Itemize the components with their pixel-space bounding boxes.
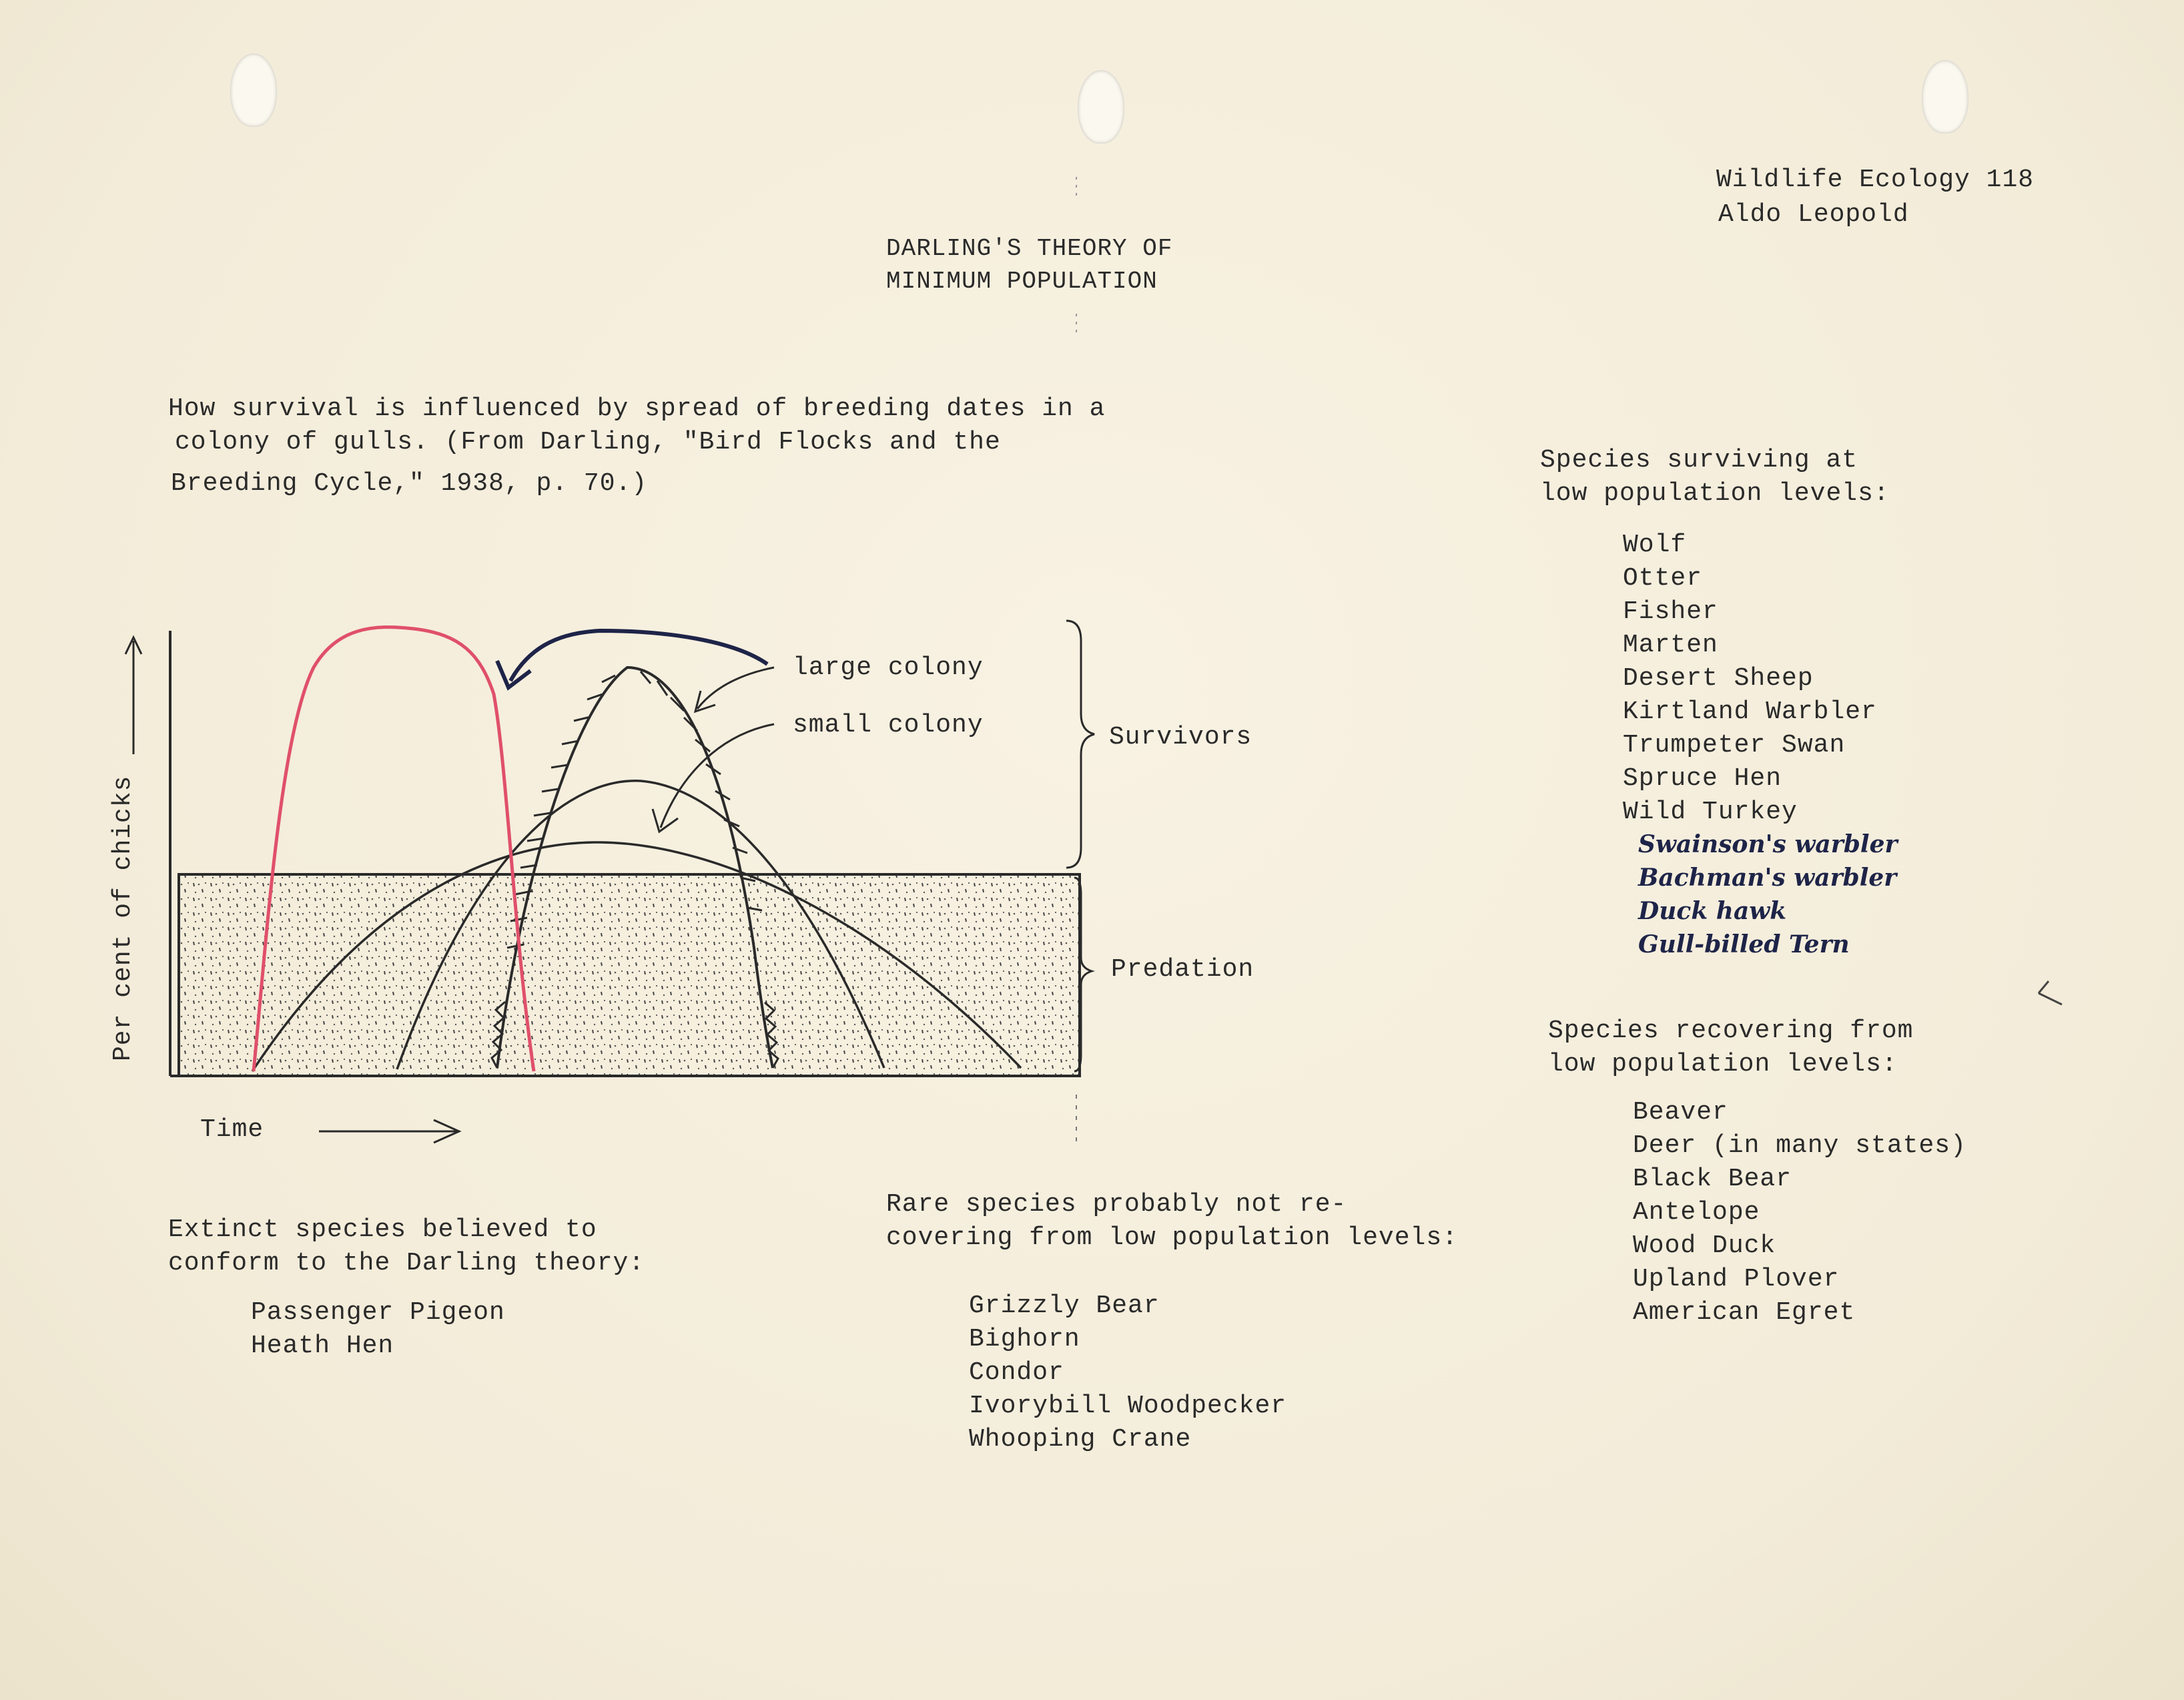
intro-line-3: Breeding Cycle," 1938, p. 70.) (171, 469, 648, 498)
list-item: Condor (969, 1358, 1064, 1387)
large-colony-pointer (697, 667, 774, 709)
list-item: Fisher (1623, 597, 1718, 626)
list-item: Grizzly Bear (969, 1292, 1160, 1320)
recovering-heading-1: Species recovering from (1548, 1017, 1914, 1045)
survivors-label: Survivors (1109, 723, 1252, 752)
list-item: Wood Duck (1633, 1231, 1776, 1260)
surviving-handwritten-list (1638, 828, 1897, 961)
rare-heading-2: covering from low population levels: (886, 1223, 1458, 1252)
list-item: Desert Sheep (1623, 664, 1814, 693)
surviving-heading-1: Species surviving at (1540, 446, 1858, 475)
surviving-heading-2: low population levels: (1540, 479, 1890, 508)
y-axis-label: Per cent of chicks (109, 775, 137, 1061)
list-item: Antelope (1633, 1198, 1760, 1227)
small-colony-label: small colony (793, 711, 984, 740)
list-item: Otter (1623, 564, 1703, 593)
predation-label: Predation (1111, 955, 1254, 984)
list-item: Ivorybill Woodpecker (969, 1392, 1287, 1420)
survivors-brace (1066, 621, 1094, 868)
handwritten-item: Gull-billed Tern (1638, 930, 1850, 958)
x-axis-label: Time (200, 1115, 264, 1144)
extinct-heading-1: Extinct species believed to (168, 1215, 597, 1244)
list-item: Bighorn (969, 1325, 1080, 1354)
list-item: Wild Turkey (1623, 798, 1798, 826)
rare-list (969, 1290, 1287, 1456)
list-item: Trumpeter Swan (1623, 731, 1846, 760)
list-item: Beaver (1633, 1098, 1728, 1127)
list-item: Kirtland Warbler (1623, 697, 1877, 726)
extinct-heading-2: conform to the Darling theory: (168, 1249, 645, 1278)
list-item: American Egret (1633, 1298, 1856, 1327)
title-line-1: DARLING'S THEORY OF (886, 235, 1173, 262)
intro-line-1: How survival is influenced by spread of breeding dates in a (168, 394, 1106, 423)
handwritten-item: Swainson's warbler (1638, 830, 1898, 858)
intro-line-2: colony of gulls. (From Darling, "Bird Flocks and the (175, 428, 1001, 457)
course-name: Wildlife Ecology 118 (1716, 166, 2035, 194)
recovering-list (1633, 1096, 1966, 1330)
title-line-2: MINIMUM POPULATION (886, 268, 1158, 295)
recovering-heading-2: low population levels: (1548, 1050, 1898, 1079)
large-colony-label: large colony (793, 653, 984, 682)
list-item: Heath Hen (251, 1332, 394, 1360)
list-item: Deer (in many states) (1633, 1131, 1966, 1160)
author-name: Aldo Leopold (1718, 200, 1909, 229)
list-item: Marten (1623, 631, 1718, 659)
blue-arrow (510, 631, 767, 681)
list-item: Upland Plover (1633, 1265, 1840, 1294)
list-item: Spruce Hen (1623, 764, 1782, 793)
small-colony-pointer-head (653, 809, 678, 832)
predation-zone (179, 874, 1080, 1076)
list-item: Wolf (1623, 531, 1687, 559)
extinct-list (251, 1296, 505, 1363)
margin-mark (2039, 981, 2062, 1005)
rare-heading-1: Rare species probably not re- (886, 1190, 1347, 1219)
list-item: Passenger Pigeon (251, 1298, 505, 1327)
surviving-list (1623, 529, 1877, 829)
list-item: Black Bear (1633, 1165, 1792, 1193)
handwritten-item: Bachman's warbler (1638, 864, 1897, 892)
handwritten-item: Duck hawk (1638, 897, 1787, 925)
list-item: Whooping Crane (969, 1425, 1192, 1454)
